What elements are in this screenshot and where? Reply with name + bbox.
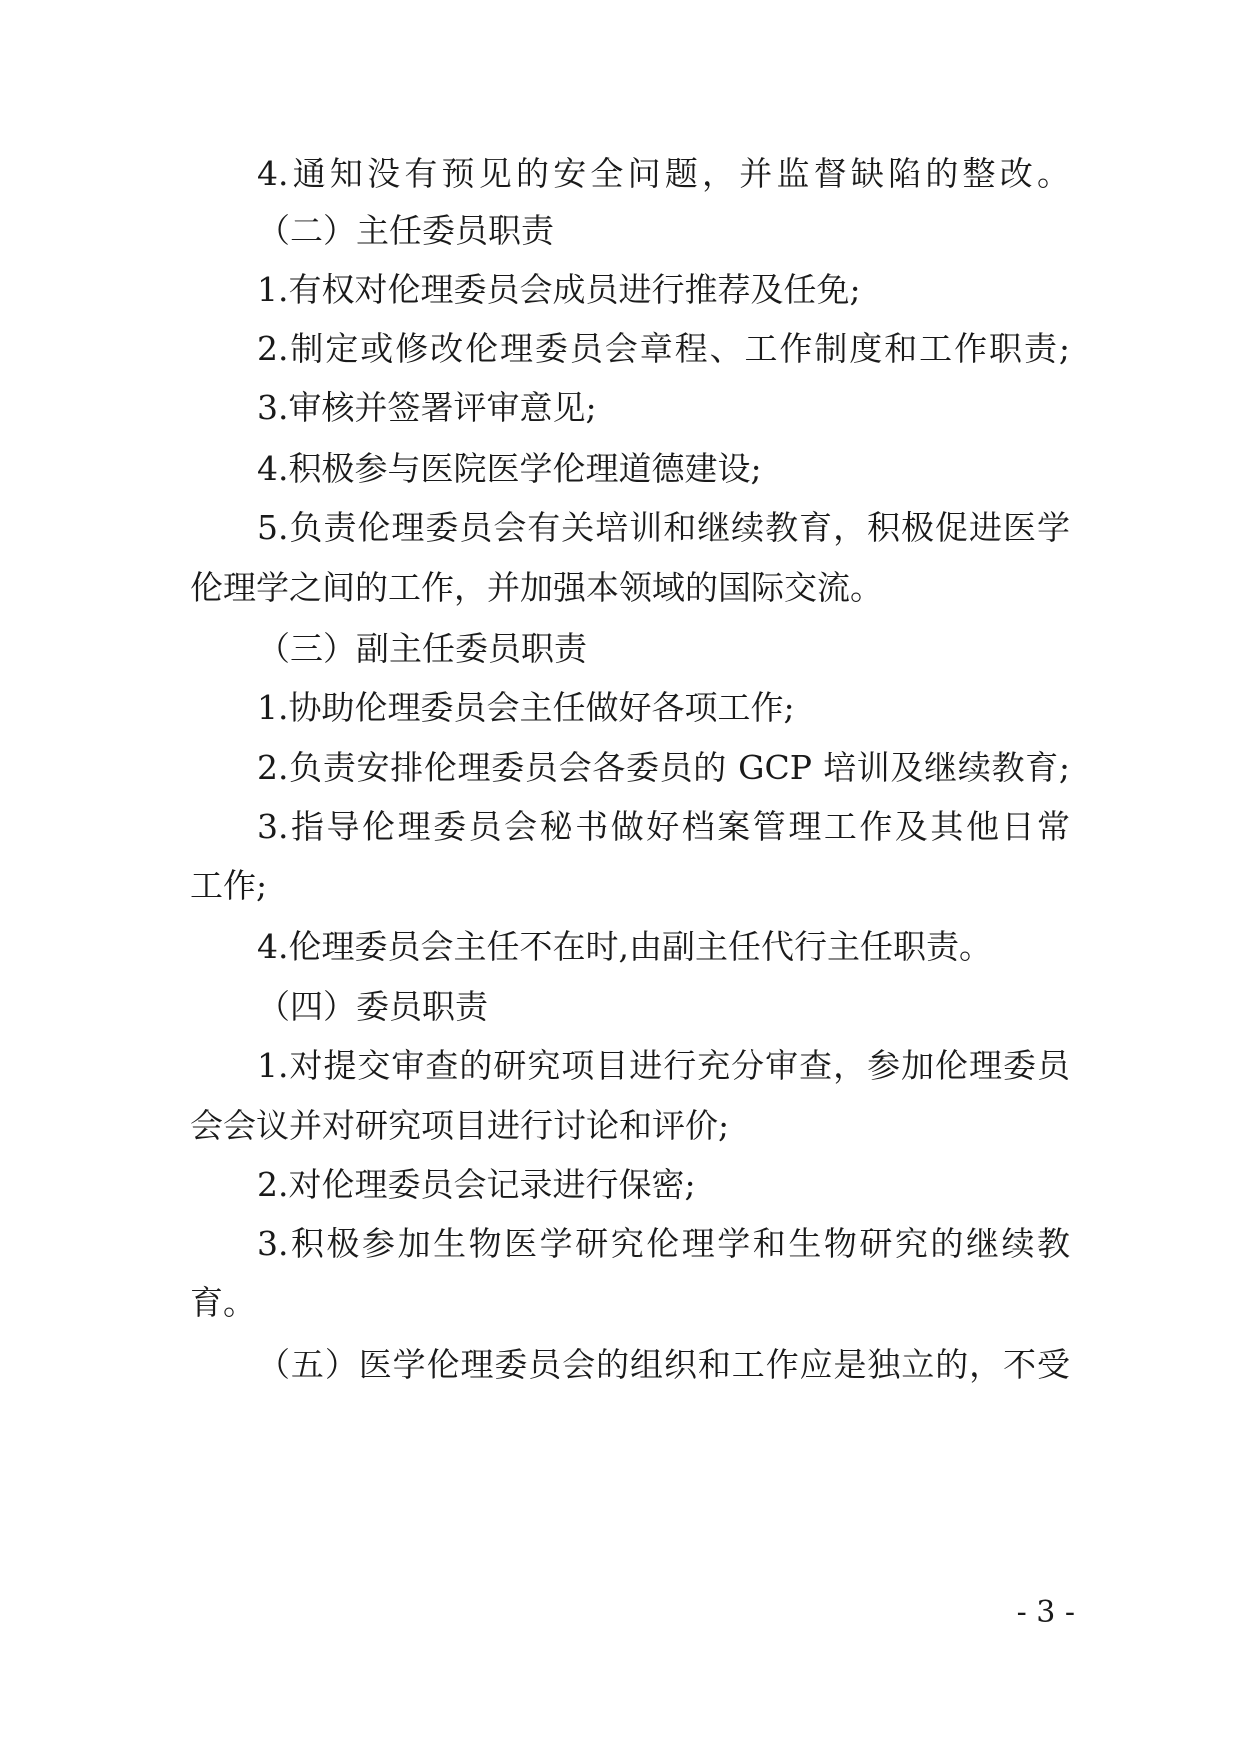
director-duty-3: 3.审核并签署评审意见; [257,388,597,427]
section-heading-director-duties: （二）主任委员职责 [257,211,554,250]
director-duty-4: 4.积极参与医院医学伦理道德建设; [257,449,762,488]
member-duty-1: 1.对提交审查的研究项目进行充分审查，参加伦理委员 [257,1046,1070,1085]
director-duty-5: 5.负责伦理委员会有关培训和继续教育，积极促进医学 [257,508,1070,547]
section-heading-vice-director-duties: （三）副主任委员职责 [257,629,587,668]
section-heading-member-duties: （四）委员职责 [257,987,488,1026]
vice-director-duty-3-continued: 工作; [190,866,268,905]
member-duty-1-continued: 会会议并对研究项目进行讨论和评价; [190,1106,730,1145]
director-duty-5-continued: 伦理学之间的工作，并加强本领域的国际交流。 [190,568,883,607]
director-duty-1: 1.有权对伦理委员会成员进行推荐及任免; [257,270,861,309]
vice-director-duty-2: 2.负责安排伦理委员会各委员的 GCP 培训及继续教育; [257,748,1070,787]
vice-director-duty-3: 3.指导伦理委员会秘书做好档案管理工作及其他日常 [257,807,1070,846]
page-number: - 3 - [1016,1595,1075,1630]
duty-item-1-4: 4.通知没有预见的安全问题，并监督缺陷的整改。 [257,154,1070,193]
member-duty-3-continued: 育。 [190,1283,256,1322]
member-duty-3: 3.积极参加生物医学研究伦理学和生物研究的继续教 [257,1224,1070,1263]
section-heading-independence: （五）医学伦理委员会的组织和工作应是独立的，不受 [257,1345,1070,1384]
vice-director-duty-4: 4.伦理委员会主任不在时,由副主任代行主任职责。 [257,927,992,966]
vice-director-duty-1: 1.协助伦理委员会主任做好各项工作; [257,688,795,727]
member-duty-2: 2.对伦理委员会记录进行保密; [257,1165,696,1204]
director-duty-2: 2.制定或修改伦理委员会章程、工作制度和工作职责; [257,329,1070,368]
